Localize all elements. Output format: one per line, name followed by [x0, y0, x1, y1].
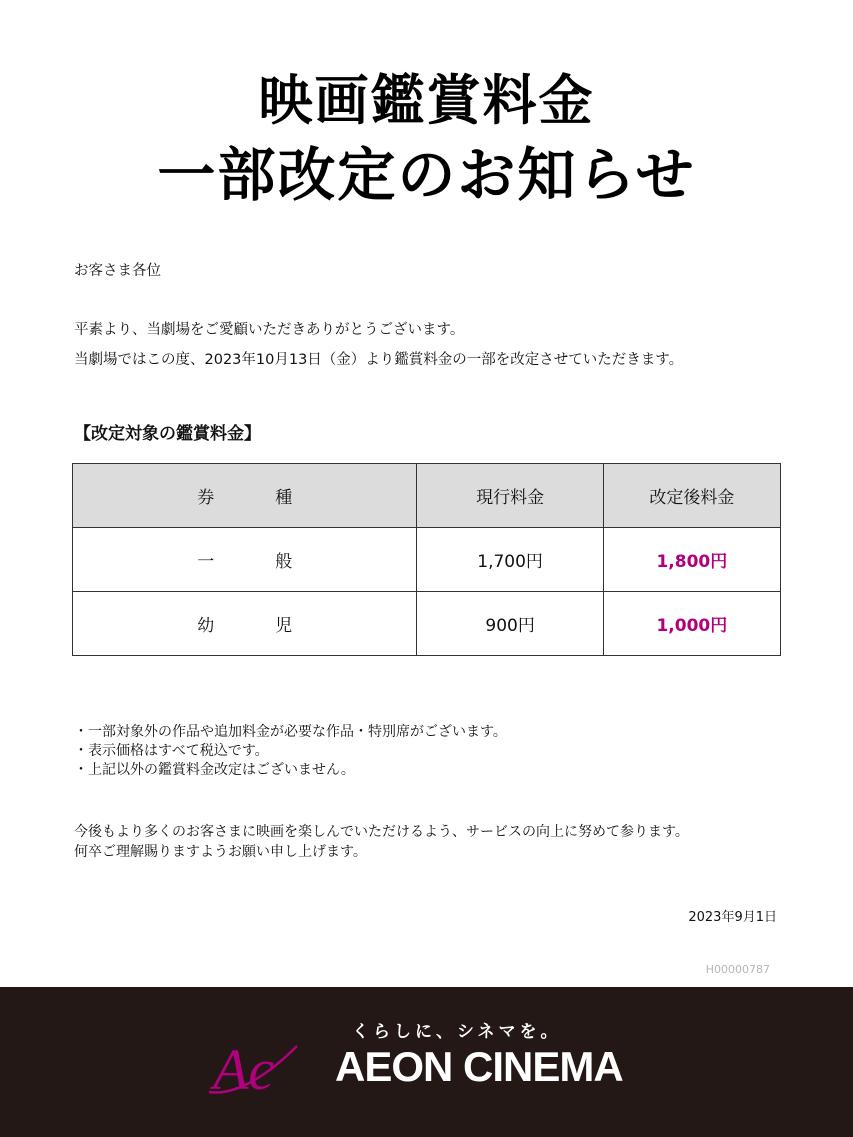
ticket-type-infant: 幼 児	[73, 592, 417, 656]
table-header-row	[73, 464, 781, 528]
closing-line-1: 今後もより多くのお客さまに映画を楽しんでいただけるよう、サービスの向上に努めて参ります。	[74, 824, 689, 840]
intro-text-1: 平素より、当劇場をご愛顧いただきありがとうございます。	[74, 322, 465, 338]
section-heading: 【改定対象の鑑賞料金】	[74, 424, 261, 444]
closing-text	[74, 822, 689, 862]
table-row	[73, 592, 781, 656]
logo-mark: Ac	[213, 1037, 275, 1102]
footer-tagline: くらしに、シネマを。	[352, 1022, 562, 1042]
header-ticket-type: 券 種	[73, 464, 417, 528]
page-title-line-2: 一部改定のお知らせ	[157, 141, 696, 209]
header-new-price: 改定後料金	[603, 464, 780, 528]
notice-date: 2023年9月1日	[688, 910, 777, 925]
new-price-general: 1,800円	[603, 528, 780, 592]
ticket-type-general: 一 般	[73, 528, 417, 592]
note-item: ・一部対象外の作品や追加料金が必要な作品・特別席がございます。	[74, 724, 507, 740]
closing-line-2: 何卒ご理解賜りますようお願い申し上げます。	[74, 844, 367, 860]
note-item: ・上記以外の鑑賞料金改定はございません。	[74, 762, 355, 778]
salutation: お客さま各位	[74, 263, 161, 279]
aeon-cinema-logo-icon	[205, 1032, 327, 1102]
page-title-line-1: 映画鑑賞料金	[258, 69, 595, 132]
table-row	[73, 528, 781, 592]
new-price-infant: 1,000円	[603, 592, 780, 656]
note-item: ・表示価格はすべて税込です。	[74, 743, 269, 759]
fee-table	[72, 463, 781, 656]
document-code: H00000787	[705, 963, 770, 976]
notes-list	[74, 723, 507, 780]
footer-banner	[0, 987, 853, 1137]
current-price-general: 1,700円	[417, 528, 603, 592]
current-price-infant: 900円	[417, 592, 603, 656]
header-current-price: 現行料金	[417, 464, 603, 528]
brand-name: AEON CINEMA	[335, 1043, 623, 1090]
intro-text-2: 当劇場ではこの度、2023年10月13日（金）より鑑賞料金の一部を改定させていただきます。	[74, 352, 684, 368]
